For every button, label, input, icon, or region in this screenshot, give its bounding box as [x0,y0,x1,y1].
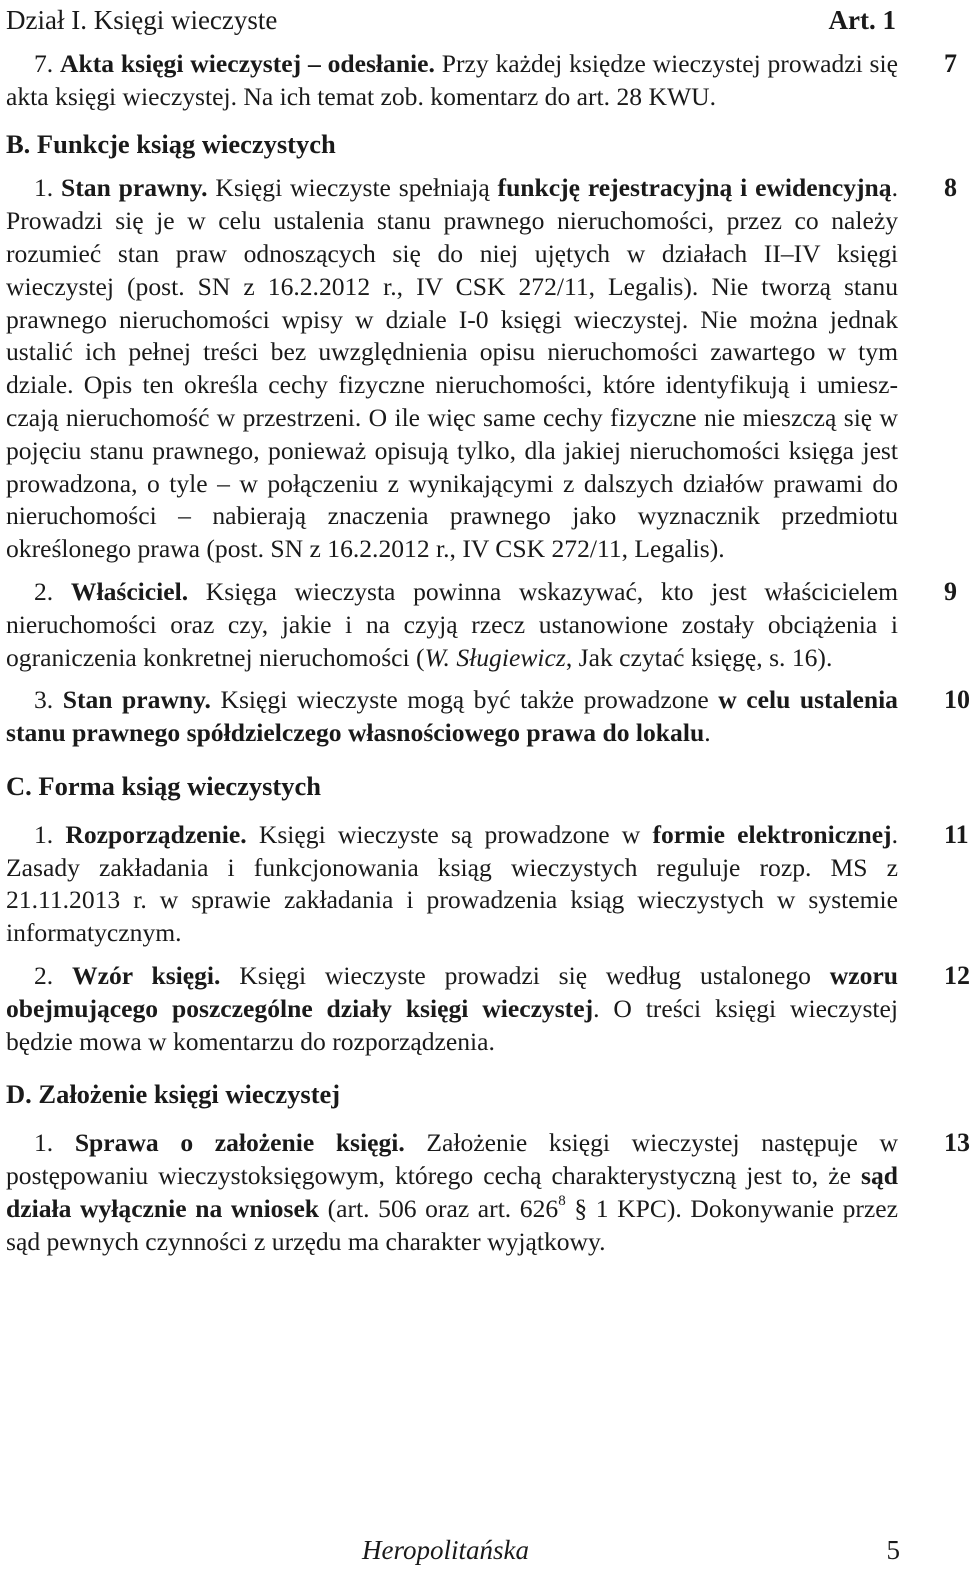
paragraph-text: , Jak czytać księgę, s. 16). [565,642,833,672]
paragraph-number: 2. [34,576,54,606]
paragraph-number: 1. [34,819,54,849]
margin-number-7: 7 [944,49,957,78]
paragraph-number: 7. [34,49,54,78]
paragraph-text: . Prowadzi się je w celu ustalenia stanu prawnego nieruchomości, przez co należy rozumieć stan praw odnoszących się do niej ujętych w działach II–IV księgi wieczystej (post. SN z 16.2.2012 r., IV CSK 272/11, Legalis). Nie tworzą stanu prawnego nieruchomości wpisy w dziale I-0 księgi wieczystej. Nie można jednak ustalić ich pełnej treści bez uwzględnienia opisu nieruchomości zawartego w tym dziale. Opis ten określa cechy fizyczne nieruchomości, które identyfikują i umieszczają nieruchomość w przestrzeni. O ile więc same cechy fizyczne nie mieszczą się w pojęciu stanu prawnego, ponieważ opisują tylko, dla jakiej nieruchomości księga jest prowadzona, o tyle – w połączeniu z wynikającymi z dalszych działów prawami do nieruchomości – nabierają znaczenia prawnego jako wyznacznik przedmiotu określonego prawa (post. SN z 16.2.2012 r., IV CSK 272/11, Legalis). [6,173,898,564]
paragraph-title: Właściciel. [70,576,189,606]
header-article: Art. 1 [828,5,896,35]
margin-number-12: 12 [944,960,970,990]
paragraph-number: 1. [34,173,54,203]
paragraph-11 [6,819,969,950]
cited-author: W. Sługiewicz [424,642,566,672]
running-header [6,2,896,38]
page-content [6,48,970,1258]
paragraph-number: 3. [34,685,54,715]
paragraph-title: Akta księgi wieczystej – odesłanie. [60,49,435,78]
paragraph-text: Księgi wieczyste są prowadzone w [258,819,641,849]
paragraph-text: . Zasady zakładania i funkcjonowania ksiąg wieczystych reguluje rozp. MS z 21.11.2013 r. w sprawie zakładania i prowadzenia ksiąg wieczystych w systemie informatycznym. [6,819,898,948]
margin-number-10: 10 [944,685,970,715]
paragraph-title: Stan prawny. [62,685,211,715]
paragraph-12 [6,960,970,1058]
paragraph-title: Stan prawny. [61,173,208,203]
running-footer [0,1530,900,1570]
header-chapter: Dział I. Księgi wieczyste [6,5,278,35]
paragraph-text: Księgi wieczyste prowadzi się według ustalonego [239,960,811,990]
paragraph-text: (art. 506 oraz art. 626 [327,1193,559,1223]
page-number: 5 [886,1535,900,1565]
paragraph-text: Księgi wieczyste spełniają [215,173,490,203]
margin-number-11: 11 [944,819,969,849]
paragraph-text: § 1 KPC). Dokonywanie przez sąd pewnych czynności z urzędu ma charakter wyjątkowy. [6,1193,898,1256]
section-heading-b: B. Funkcje ksiąg wieczystych [6,128,336,159]
paragraph-title: Sprawa o założenie księgi. [74,1128,405,1158]
paragraph-title: Wzór księgi. [72,960,221,990]
section-heading-d: D. Założenie księgi wieczystej [6,1079,341,1110]
paragraph-text: Założenie księgi wieczystej następuje w postępowaniu wieczystoksięgowym, którego cechą charakterystyczną jest to, że [6,1128,898,1190]
paragraph-emphasis: w celu ustalenia stanu prawnego spółdzielczego własnościowego prawa do lokalu [6,685,898,748]
paragraph-text: Księga wieczysta powinna wskazywać, kto jest właścicielem nieruchomości oraz czy, jakie i na czyją rzecz ustanowione zostały obciążenia i ograniczenia konkretnej nieruchomości ( [6,576,898,672]
paragraph-text: . [704,718,711,748]
paragraph-text: Księgi wieczyste mogą być także prowadzone [220,685,709,715]
paragraph-title: Rozporządzenie. [65,819,247,849]
margin-number-9: 9 [944,576,957,606]
paragraph-emphasis: sąd działa wyłącznie na wniosek [6,1160,898,1223]
paragraph-text: . O treści księgi wieczystej będzie mowa w komentarzu do rozporządzenia. [6,993,898,1056]
paragraph-number: 2. [34,960,54,990]
paragraph-7 [6,48,957,114]
margin-number-8: 8 [944,173,957,203]
paragraph-9 [6,576,957,674]
paragraph-emphasis: formie elektronicznej [652,819,892,849]
paragraph-emphasis: funkcję rejestracyjną i ewidencyjną [497,173,892,203]
superscript: 8 [558,1192,566,1209]
paragraph-emphasis: wzoru obejmującego poszczególne działy księgi wieczystej [6,960,898,1023]
section-heading-c: C. Forma ksiąg wieczystych [6,770,321,801]
paragraph-number: 1. [34,1128,54,1158]
paragraph-8 [6,172,957,566]
paragraph-text: Przy każdej księdze wieczystej prowadzi się akta księgi wieczystej. Na ich temat zob. komentarz do art. 28 KWU. [6,49,898,111]
margin-number-13: 13 [944,1128,970,1158]
paragraph-10 [6,684,970,750]
footer-author: Heropolitańska [362,1535,529,1565]
paragraph-13 [6,1127,970,1258]
